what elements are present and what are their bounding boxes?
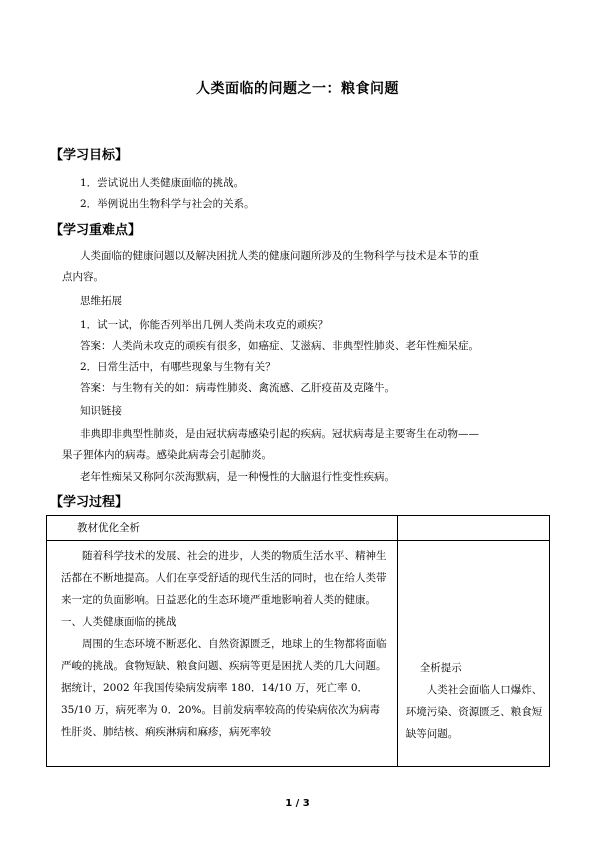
objective-item-1: 1．尝试说出人类健康面临的挑战。 bbox=[80, 177, 245, 189]
answer-2: 答案：与生物有关的如：病毒性肺炎、禽流感、乙肝疫苗及克隆牛。 bbox=[80, 382, 395, 394]
key-points-intro-line2: 点内容。 bbox=[62, 271, 104, 283]
key-points-intro-line1: 人类面临的健康问题以及解决困扰人类的健康问题所涉及的生物科学与技术是本节的重 bbox=[80, 250, 479, 262]
side-text: 人类社会面临人口爆炸、环境污染、资源匮乏、粮食短缺等问题。 bbox=[405, 684, 543, 740]
question-2: 2．日常生活中，有哪些现象与生物有关？ bbox=[80, 361, 276, 373]
section-heading-key-points: 【学习重难点】 bbox=[50, 223, 142, 238]
section-heading-objectives: 【学习目标】 bbox=[50, 148, 129, 163]
knowledge-item-1-line2: 果子狸体内的病毒。感染此病毒会引起肺炎。 bbox=[62, 449, 272, 461]
table-content-row bbox=[47, 541, 550, 767]
objective-item-2: 2．举例说出生物科学与社会的关系。 bbox=[80, 198, 255, 210]
table-content-left bbox=[47, 541, 397, 745]
knowledge-item-2: 老年性痴呆又称阿尔茨海默病，是一种慢性的大脑退行性变性疾病。 bbox=[80, 471, 395, 483]
page-number: 1 / 3 bbox=[285, 798, 310, 809]
side-title: 全析提示 bbox=[419, 662, 462, 674]
table-body-paragraph: 周围的生态环境不断恶化、自然资源匮乏，地球上的生物都将面临严峻的挑战。食物短缺、粮食问题、疾病等更是困扰人类的几大问题。据统计，2002 年我国传染病发病率 180．14/10 万，死亡率 0．35/10 万，病死率为 0．20%。目前发病率较高的传染病依次为病毒性肝炎、肺结核、痢疾淋病和麻疹，病死率较 bbox=[61, 638, 387, 738]
question-1: 1．试一试，你能否列举出几例人类尚未攻克的顽疾？ bbox=[80, 319, 329, 331]
knowledge-item-1-line1: 非典即非典型性肺炎，是由冠状病毒感染引起的疾病。冠状病毒是主要寄生在动物—— bbox=[80, 428, 479, 440]
table-header-left: 教材优化全析 bbox=[77, 522, 140, 534]
table-subheading: 一、人类健康面临的挑战 bbox=[61, 616, 177, 628]
knowledge-label: 知识链接 bbox=[80, 405, 122, 417]
process-table bbox=[46, 515, 550, 767]
thinking-label: 思维拓展 bbox=[80, 295, 122, 307]
page-title: 人类面临的问题之一：粮食问题 bbox=[196, 81, 399, 97]
section-heading-process: 【学习过程】 bbox=[50, 495, 129, 510]
answer-1: 答案：人类尚未攻克的顽疾有很多，如癌症、艾滋病、非典型性肺炎、老年性痴呆症。 bbox=[80, 340, 479, 352]
table-intro-paragraph: 随着科学技术的发展、社会的进步，人类的物质生活水平、精神生活都在不断地提高。人们在享受舒适的现代生活的同时，也在给人类带来一定的负面影响。日益恶化的生态环境严重地影响着人类的健康。 bbox=[61, 550, 387, 606]
table-header-right bbox=[397, 516, 549, 541]
table-side-notes bbox=[398, 541, 549, 745]
table-header-row bbox=[47, 516, 550, 541]
